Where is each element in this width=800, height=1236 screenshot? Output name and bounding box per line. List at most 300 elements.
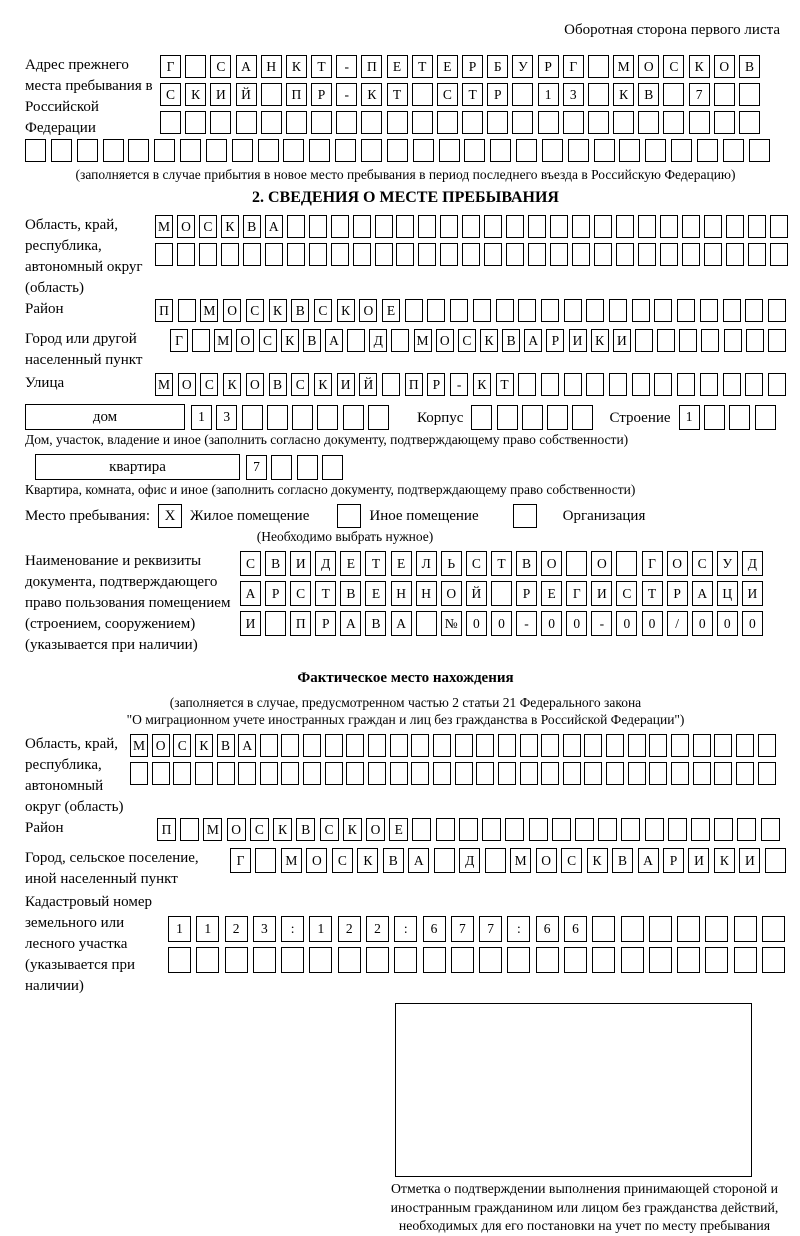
form-cell	[693, 762, 711, 785]
prev-address-row-2	[160, 83, 760, 106]
form-cell	[297, 455, 318, 480]
form-cell: К	[613, 83, 634, 106]
document-row-3	[240, 611, 763, 636]
form-cell	[387, 111, 408, 134]
form-cell	[382, 373, 400, 396]
form-cell: В	[739, 55, 760, 78]
form-cell	[412, 818, 431, 841]
form-cell	[434, 848, 455, 873]
form-cell	[714, 83, 735, 106]
form-cell: И	[613, 329, 631, 352]
form-cell	[726, 243, 744, 266]
form-cell	[588, 55, 609, 78]
form-cell	[749, 139, 770, 162]
actual-district-row	[157, 818, 780, 841]
form-cell: С	[561, 848, 582, 873]
form-cell	[609, 299, 627, 322]
form-cell: 2	[338, 916, 361, 942]
form-cell	[476, 762, 494, 785]
form-cell	[155, 243, 173, 266]
form-cell: Г	[160, 55, 181, 78]
form-cell: О	[236, 329, 254, 352]
form-cell: А	[340, 611, 361, 636]
form-cell: -	[336, 83, 357, 106]
form-cell: О	[227, 818, 246, 841]
form-cell: -	[450, 373, 468, 396]
house-number-cells	[191, 405, 389, 430]
form-cell	[762, 947, 785, 973]
form-cell: С	[320, 818, 339, 841]
form-cell: 1	[191, 405, 212, 430]
form-cell: -	[591, 611, 612, 636]
form-cell: С	[466, 551, 487, 576]
document-block	[25, 551, 786, 656]
form-cell	[704, 215, 722, 238]
form-cell	[700, 299, 718, 322]
form-cell	[723, 139, 744, 162]
form-cell: И	[688, 848, 709, 873]
form-cell: Д	[315, 551, 336, 576]
form-cell	[697, 139, 718, 162]
form-cell	[77, 139, 98, 162]
form-cell	[677, 299, 695, 322]
form-cell: Т	[412, 55, 433, 78]
form-cell	[185, 111, 206, 134]
form-cell	[586, 373, 604, 396]
form-cell	[199, 243, 217, 266]
form-cell: 0	[541, 611, 562, 636]
form-cell	[196, 947, 219, 973]
form-cell	[736, 734, 754, 757]
actual-location-title: Фактическое место нахождения	[297, 670, 514, 686]
form-cell: И	[569, 329, 587, 352]
form-cell	[375, 243, 393, 266]
form-cell: В	[296, 818, 315, 841]
form-cell	[594, 243, 612, 266]
form-cell: И	[240, 611, 261, 636]
form-cell: 2	[366, 916, 389, 942]
form-cell	[484, 215, 502, 238]
cadastral-block	[25, 892, 786, 997]
form-cell	[572, 405, 593, 430]
stay-type-note: (Необходимо выбрать нужное)	[256, 529, 434, 544]
form-cell	[281, 734, 299, 757]
form-cell	[484, 243, 502, 266]
form-cell	[649, 734, 667, 757]
form-cell: К	[221, 215, 239, 238]
form-cell: Н	[261, 55, 282, 78]
form-cell	[311, 111, 332, 134]
form-cell	[768, 299, 786, 322]
form-cell: 0	[642, 611, 663, 636]
form-cell: Р	[487, 83, 508, 106]
form-cell: В	[365, 611, 386, 636]
form-cell	[723, 373, 741, 396]
form-cell: 6	[423, 916, 446, 942]
checkbox-organization	[513, 504, 537, 528]
form-cell	[265, 611, 286, 636]
form-cell	[303, 762, 321, 785]
form-cell	[632, 299, 650, 322]
actual-region-label: Область, край, республика, автономный округ (область)	[25, 736, 124, 815]
form-cell: М	[414, 329, 432, 352]
form-cell: Т	[311, 55, 332, 78]
form-cell: -	[336, 55, 357, 78]
form-cell: Р	[663, 848, 684, 873]
form-cell: 3	[563, 83, 584, 106]
form-cell: Г	[563, 55, 584, 78]
form-cell	[739, 111, 760, 134]
form-cell: В	[638, 83, 659, 106]
form-cell: К	[473, 373, 491, 396]
actual-city-row	[230, 848, 786, 873]
form-cell	[487, 111, 508, 134]
form-cell: М	[200, 299, 218, 322]
form-cell	[621, 916, 644, 942]
form-cell	[594, 139, 615, 162]
actual-location-note-2: "О миграционном учете иностранных граждан и лиц без гражданства в Российской Федерации")	[126, 712, 685, 727]
form-cell: К	[689, 55, 710, 78]
form-cell	[762, 916, 785, 942]
form-cell	[195, 762, 213, 785]
form-cell: В	[383, 848, 404, 873]
form-cell	[168, 947, 191, 973]
form-cell	[505, 818, 524, 841]
form-cell	[416, 611, 437, 636]
form-cell: М	[155, 373, 173, 396]
form-cell: И	[290, 551, 311, 576]
form-cell: Й	[236, 83, 257, 106]
form-cell	[550, 215, 568, 238]
form-cell: А	[391, 611, 412, 636]
actual-city-label: Город, сельское поселение, иной населенный пункт	[25, 850, 199, 887]
form-cell: М	[510, 848, 531, 873]
form-cell	[616, 243, 634, 266]
form-cell: Е	[387, 55, 408, 78]
form-cell: О	[177, 215, 195, 238]
form-cell: С	[616, 581, 637, 606]
form-cell	[462, 215, 480, 238]
house-type-box: дом	[25, 404, 185, 430]
form-cell: Д	[742, 551, 763, 576]
form-cell	[473, 299, 491, 322]
form-cell: Е	[391, 551, 412, 576]
form-cell: Т	[462, 83, 483, 106]
form-cell	[261, 111, 282, 134]
district-row	[155, 299, 786, 322]
form-cell: С	[314, 299, 332, 322]
actual-district-block	[25, 818, 786, 846]
stay-type-label: Место пребывания:	[25, 507, 150, 524]
actual-region-row-1	[130, 734, 776, 757]
form-cell	[267, 405, 288, 430]
form-cell	[616, 215, 634, 238]
actual-location-note-1: (заполняется в случае, предусмотренном частью 2 статьи 21 Федерального закона	[169, 695, 642, 710]
form-cell: :	[394, 916, 417, 942]
form-cell	[418, 215, 436, 238]
form-cell: И	[337, 373, 355, 396]
form-cell	[714, 762, 732, 785]
form-cell	[677, 373, 695, 396]
form-cell: /	[667, 611, 688, 636]
form-cell: О	[541, 551, 562, 576]
form-cell	[322, 455, 343, 480]
form-cell	[621, 818, 640, 841]
form-cell: Н	[416, 581, 437, 606]
form-cell: О	[714, 55, 735, 78]
form-cell	[258, 139, 279, 162]
form-cell	[496, 299, 514, 322]
form-cell: Е	[365, 581, 386, 606]
form-cell: С	[200, 373, 218, 396]
form-cell	[128, 139, 149, 162]
form-cell: П	[155, 299, 173, 322]
form-cell	[724, 329, 742, 352]
form-cell	[714, 111, 735, 134]
form-cell: И	[591, 581, 612, 606]
form-cell: К	[286, 55, 307, 78]
form-cell	[632, 373, 650, 396]
stay-type-row	[25, 504, 786, 528]
form-cell	[592, 916, 615, 942]
form-cell	[281, 947, 304, 973]
prev-address-note: (заполняется в случае прибытия в новое место пребывания в период последнего въезда в Российскую Федерацию)	[75, 167, 736, 182]
apartment-type-box: квартира	[35, 454, 240, 480]
form-cell	[283, 139, 304, 162]
form-cell: А	[236, 55, 257, 78]
form-cell	[287, 243, 305, 266]
form-cell	[287, 215, 305, 238]
form-cell	[572, 215, 590, 238]
form-cell: 7	[451, 916, 474, 942]
option-organization-label: Организация	[562, 507, 646, 524]
form-cell	[238, 762, 256, 785]
form-cell: А	[240, 581, 261, 606]
form-cell: А	[524, 329, 542, 352]
form-cell	[575, 818, 594, 841]
form-cell	[476, 734, 494, 757]
form-cell	[538, 111, 559, 134]
form-cell	[243, 243, 261, 266]
form-cell	[671, 762, 689, 785]
stroenie-label: Строение	[609, 409, 671, 426]
street-block	[25, 373, 786, 401]
form-cell	[566, 551, 587, 576]
form-cell	[396, 243, 414, 266]
document-row-2	[240, 581, 763, 606]
form-cell: С	[173, 734, 191, 757]
stroenie-cells	[679, 405, 776, 430]
form-cell: Н	[391, 581, 412, 606]
form-cell	[714, 734, 732, 757]
form-cell	[281, 762, 299, 785]
cadastral-row-1	[168, 916, 785, 942]
form-cell: О	[536, 848, 557, 873]
form-cell: О	[441, 581, 462, 606]
form-cell: К	[314, 373, 332, 396]
form-cell	[506, 215, 524, 238]
form-cell	[498, 762, 516, 785]
form-cell: Т	[642, 581, 663, 606]
form-cell: В	[265, 551, 286, 576]
form-cell	[154, 139, 175, 162]
form-cell: К	[195, 734, 213, 757]
region-row-1	[155, 215, 788, 238]
form-cell	[192, 329, 210, 352]
form-cell: Г	[642, 551, 663, 576]
form-cell	[286, 111, 307, 134]
form-cell: В	[291, 299, 309, 322]
form-cell	[594, 215, 612, 238]
form-cell: №	[441, 611, 462, 636]
form-cell	[411, 762, 429, 785]
page-header: Оборотная сторона первого листа	[564, 22, 780, 38]
form-cell	[459, 818, 478, 841]
form-cell	[700, 373, 718, 396]
form-cell	[512, 111, 533, 134]
form-cell	[522, 405, 543, 430]
form-cell	[423, 947, 446, 973]
form-cell	[705, 916, 728, 942]
form-cell	[737, 818, 756, 841]
form-cell: 3	[253, 916, 276, 942]
form-cell	[679, 329, 697, 352]
form-cell	[552, 818, 571, 841]
form-cell: И	[739, 848, 760, 873]
form-cell: 0	[491, 611, 512, 636]
form-cell	[261, 83, 282, 106]
form-cell: И	[742, 581, 763, 606]
street-label: Улица	[25, 375, 65, 391]
form-cell	[638, 111, 659, 134]
form-cell	[541, 373, 559, 396]
form-cell	[471, 405, 492, 430]
form-cell: О	[223, 299, 241, 322]
form-cell	[645, 139, 666, 162]
form-cell: 7	[689, 83, 710, 106]
form-cell	[375, 215, 393, 238]
form-cell	[455, 762, 473, 785]
form-cell	[770, 215, 788, 238]
form-cell	[729, 405, 750, 430]
form-cell	[563, 111, 584, 134]
form-cell: О	[152, 734, 170, 757]
form-cell	[433, 734, 451, 757]
form-cell	[343, 405, 364, 430]
form-cell	[479, 947, 502, 973]
form-cell: К	[269, 299, 287, 322]
form-cell	[366, 947, 389, 973]
form-cell	[598, 818, 617, 841]
option-other-premises-label: Иное помещение	[369, 507, 479, 524]
form-cell	[541, 762, 559, 785]
form-cell	[331, 243, 349, 266]
form-cell: М	[281, 848, 302, 873]
form-cell	[657, 329, 675, 352]
form-cell	[660, 243, 678, 266]
form-cell	[682, 243, 700, 266]
confirmation-stamp-note: Отметка о подтверждении выполнения принимающей стороной и иностранным гражданином или лицом без гражданства действий, необходимых для его постановки на учет по месту пребывания	[390, 1181, 779, 1234]
form-cell: О	[638, 55, 659, 78]
form-cell	[704, 243, 722, 266]
form-cell	[271, 455, 292, 480]
form-cell: Р	[311, 83, 332, 106]
form-cell: 0	[692, 611, 713, 636]
form-cell: К	[223, 373, 241, 396]
form-cell	[455, 734, 473, 757]
form-cell	[412, 83, 433, 106]
form-cell: О	[366, 818, 385, 841]
form-cell	[563, 762, 581, 785]
form-cell: С	[458, 329, 476, 352]
form-cell	[253, 947, 276, 973]
form-cell	[588, 111, 609, 134]
form-cell	[550, 243, 568, 266]
form-cell	[563, 734, 581, 757]
form-cell: П	[290, 611, 311, 636]
form-cell: 1	[538, 83, 559, 106]
form-cell	[701, 329, 719, 352]
form-cell: П	[361, 55, 382, 78]
form-cell: К	[343, 818, 362, 841]
form-cell	[748, 243, 766, 266]
form-cell	[103, 139, 124, 162]
form-cell: А	[325, 329, 343, 352]
form-cell	[368, 734, 386, 757]
form-cell: В	[269, 373, 287, 396]
form-cell: В	[502, 329, 520, 352]
form-cell	[412, 111, 433, 134]
form-cell: Ц	[717, 581, 738, 606]
form-cell	[25, 139, 46, 162]
form-cell	[572, 243, 590, 266]
form-cell	[309, 215, 327, 238]
form-cell	[714, 818, 733, 841]
form-cell	[541, 734, 559, 757]
form-cell: Т	[496, 373, 514, 396]
form-cell	[221, 243, 239, 266]
form-cell: Ь	[441, 551, 462, 576]
form-cell	[464, 139, 485, 162]
form-cell: М	[203, 818, 222, 841]
form-cell	[761, 818, 780, 841]
form-cell	[564, 299, 582, 322]
form-cell	[498, 734, 516, 757]
form-cell	[368, 405, 389, 430]
form-cell: Р	[546, 329, 564, 352]
form-cell	[592, 947, 615, 973]
form-cell	[746, 329, 764, 352]
form-cell	[394, 947, 417, 973]
confirmation-stamp-box	[395, 1003, 752, 1177]
form-cell	[628, 762, 646, 785]
form-cell	[485, 848, 506, 873]
form-cell	[541, 299, 559, 322]
form-cell: С	[210, 55, 231, 78]
form-cell	[758, 762, 776, 785]
form-cell: Е	[340, 551, 361, 576]
form-cell: К	[361, 83, 382, 106]
form-cell	[619, 139, 640, 162]
form-cell	[439, 139, 460, 162]
form-cell	[691, 818, 710, 841]
form-cell	[536, 947, 559, 973]
form-cell: 0	[616, 611, 637, 636]
document-label: Наименование и реквизиты документа, подтверждающего право пользования помещением (строением, сооружением) (указывается при наличии)	[25, 553, 231, 653]
form-cell	[689, 111, 710, 134]
form-cell	[260, 734, 278, 757]
actual-district-label: Район	[25, 820, 64, 836]
